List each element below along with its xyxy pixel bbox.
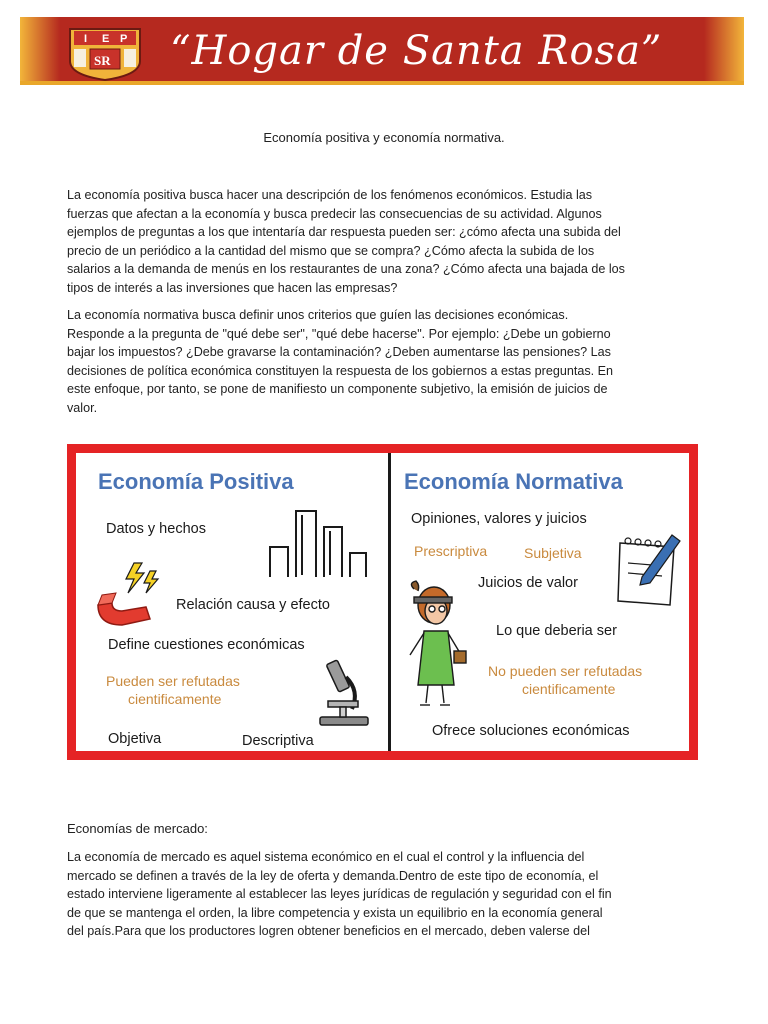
paragraph-line: valor. bbox=[67, 400, 98, 415]
label-refutadas-2: cientificamente bbox=[128, 691, 222, 707]
label-ofrece: Ofrece soluciones económicas bbox=[432, 723, 630, 739]
paragraph-line: La economía normativa busca definir unos criterios que guíen las decisiones económicas. bbox=[67, 308, 569, 322]
label-juicios: Juicios de valor bbox=[478, 575, 578, 591]
label-descriptiva: Descriptiva bbox=[242, 733, 314, 749]
paragraph-market-economy bbox=[67, 848, 699, 941]
label-subjetiva: Subjetiva bbox=[524, 545, 582, 561]
paragraph-line: estado interviene ligeramente al establecer las leyes jurídicas de regulación y seguridad con el fin bbox=[67, 887, 612, 902]
magnet-icon bbox=[90, 559, 166, 631]
paragraph-line: de que se mantenga el orden, la libre competencia y exista un equilibrio en la economía general bbox=[67, 905, 603, 920]
label-opiniones: Opiniones, valores y juicios bbox=[411, 511, 587, 527]
paragraph-line: ejemplos de preguntas a los que intentaría dar respuesta pueden ser: ¿cómo afecta una subida del bbox=[67, 225, 621, 240]
paragraph-line: salarios a la demanda de menús en los restaurantes de una zona? ¿Cómo afecta una bajada de los bbox=[67, 262, 625, 277]
microscope-icon bbox=[312, 657, 374, 727]
label-relacion: Relación causa y efecto bbox=[176, 597, 330, 613]
paragraph-line: del país.Para que los productores logren obtener beneficios en el mercado, deben valerse del bbox=[67, 924, 590, 939]
label-no-refutadas-2: cientificamente bbox=[522, 681, 616, 697]
paragraph-line: fuerzas que afectan a la economía y busca predecir las consecuencias de su actividad. Algunos bbox=[67, 206, 602, 221]
paragraph-line: tipos de interés a las inversiones que hacen las empresas? bbox=[67, 280, 398, 295]
paragraph-positive-economy bbox=[67, 186, 699, 298]
label-no-refutadas-1: No pueden ser refutadas bbox=[488, 663, 643, 679]
infographic-panel bbox=[67, 444, 698, 760]
crest-monogram: SR bbox=[94, 53, 111, 68]
label-refutadas-1: Pueden ser refutadas bbox=[106, 673, 240, 689]
bar-chart-icon bbox=[266, 507, 376, 579]
label-datos: Datos y hechos bbox=[106, 521, 206, 537]
banner-fade-left bbox=[20, 17, 60, 81]
paragraph-line: Responde a la pregunta de "qué debe ser", "qué debe hacerse". Por ejemplo: ¿Debe un gobierno bbox=[67, 326, 611, 341]
crest-letter-i: I bbox=[84, 33, 88, 45]
heading-positive: Economía Positiva bbox=[98, 469, 294, 494]
label-deberia: Lo que deberia ser bbox=[496, 623, 617, 639]
crest-letter-e: E bbox=[102, 33, 110, 45]
paragraph-line: precio de un periódico a la cantidad del mismo que se compra? ¿Cómo afecta la subida de los bbox=[67, 243, 595, 258]
label-define: Define cuestiones económicas bbox=[108, 637, 305, 653]
paragraph-line: La economía de mercado es aquel sistema económico en el cual el control y la influencia del bbox=[67, 850, 585, 864]
paragraph-line: decisiones de política económica constituyen la respuesta de los gobiernos a estas preguntas. En bbox=[67, 363, 614, 378]
paragraph-normative-economy bbox=[67, 306, 699, 418]
notepad-pen-icon bbox=[612, 529, 682, 607]
paragraph-line: bajar los impuestos? ¿Debe gravarse la contaminación? ¿Deben aumentarse las pensiones? Las bbox=[67, 345, 611, 360]
label-objetiva: Objetiva bbox=[108, 731, 162, 747]
heading-normative: Economía Normativa bbox=[404, 469, 623, 494]
header-banner bbox=[20, 17, 744, 85]
panel-divider bbox=[388, 453, 391, 751]
section-heading-market: Economías de mercado: bbox=[67, 821, 208, 836]
school-crest-icon bbox=[64, 25, 146, 81]
paragraph-line: este enfoque, por tanto, se pone de manifiesto un componente subjetivo, la emisión de juicios de bbox=[67, 382, 608, 397]
document-title: Economía positiva y economía normativa. bbox=[263, 130, 505, 145]
paragraph-line: mercado se definen a través de la ley de oferta y demanda.Dentro de este tipo de economía, el bbox=[67, 868, 599, 883]
label-prescriptiva: Prescriptiva bbox=[414, 543, 488, 559]
crest-letter-p: P bbox=[120, 33, 128, 45]
paragraph-line: La economía positiva busca hacer una descripción de los fenómenos económicos. Estudia las bbox=[67, 188, 593, 202]
woman-figure-icon bbox=[400, 575, 476, 711]
banner-title: “Hogar de Santa Rosa” bbox=[170, 28, 663, 74]
